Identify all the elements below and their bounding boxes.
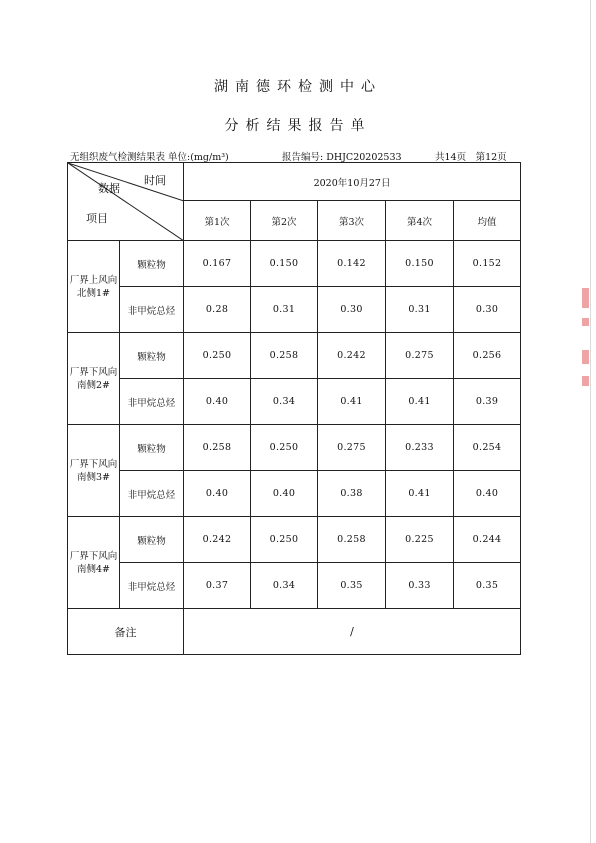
value-cell: 0.225 xyxy=(386,517,454,563)
value-cell: 0.30 xyxy=(318,287,386,333)
page-count: 共14页 第12页 xyxy=(435,152,507,163)
value-cell: 0.242 xyxy=(184,517,251,563)
value-cell: 0.167 xyxy=(184,241,251,287)
value-cell: 0.41 xyxy=(386,379,454,425)
remark-value: / xyxy=(184,609,521,655)
value-cell: 0.258 xyxy=(318,517,386,563)
value-cell: 0.250 xyxy=(251,425,318,471)
value-cell: 0.33 xyxy=(386,563,454,609)
header-time-label: 时间 xyxy=(144,174,166,187)
value-cell: 0.150 xyxy=(386,241,454,287)
remark-label: 备注 xyxy=(68,609,184,655)
value-cell: 0.34 xyxy=(251,379,318,425)
value-cell: 0.39 xyxy=(454,379,521,425)
value-cell: 0.258 xyxy=(251,333,318,379)
parameter-cell: 颗粒物 xyxy=(120,425,184,471)
value-cell: 0.244 xyxy=(454,517,521,563)
header-item-label: 项目 xyxy=(86,212,108,225)
diagonal-lines xyxy=(68,163,184,241)
location-cell: 厂界下风向南侧4# xyxy=(68,517,120,609)
parameter-cell: 非甲烷总烃 xyxy=(120,379,184,425)
parameter-cell: 非甲烷总烃 xyxy=(120,287,184,333)
value-cell: 0.38 xyxy=(318,471,386,517)
parameter-cell: 非甲烷总烃 xyxy=(120,471,184,517)
parameter-cell: 颗粒物 xyxy=(120,241,184,287)
parameter-cell: 颗粒物 xyxy=(120,333,184,379)
value-cell: 0.150 xyxy=(251,241,318,287)
value-cell: 0.254 xyxy=(454,425,521,471)
value-cell: 0.242 xyxy=(318,333,386,379)
value-cell: 0.250 xyxy=(251,517,318,563)
value-cell: 0.41 xyxy=(386,471,454,517)
seal-fragment xyxy=(582,350,589,364)
page-edge-line xyxy=(590,0,591,843)
location-cell: 厂界下风向南侧3# xyxy=(68,425,120,517)
value-cell: 0.34 xyxy=(251,563,318,609)
value-cell: 0.275 xyxy=(386,333,454,379)
column-header: 均值 xyxy=(454,201,521,241)
date-header: 2020年10月27日 xyxy=(184,163,521,201)
seal-fragment xyxy=(582,376,589,386)
organization-name: 湖南德环检测中心 xyxy=(214,79,382,95)
column-header: 第2次 xyxy=(251,201,318,241)
value-cell: 0.31 xyxy=(251,287,318,333)
table-name-unit: 无组织废气检测结果表 单位:(mg/m³) xyxy=(70,152,229,163)
location-cell: 厂界上风向北侧1# xyxy=(68,241,120,333)
seal-fragment xyxy=(582,318,589,326)
column-header: 第3次 xyxy=(318,201,386,241)
value-cell: 0.152 xyxy=(454,241,521,287)
parameter-cell: 非甲烷总烃 xyxy=(120,563,184,609)
value-cell: 0.40 xyxy=(184,379,251,425)
value-cell: 0.233 xyxy=(386,425,454,471)
value-cell: 0.40 xyxy=(454,471,521,517)
parameter-cell: 颗粒物 xyxy=(120,517,184,563)
location-cell: 厂界下风向南侧2# xyxy=(68,333,120,425)
report-number: 报告编号: DHJC20202533 xyxy=(282,152,402,163)
value-cell: 0.258 xyxy=(184,425,251,471)
value-cell: 0.31 xyxy=(386,287,454,333)
value-cell: 0.35 xyxy=(318,563,386,609)
value-cell: 0.35 xyxy=(454,563,521,609)
seal-fragment xyxy=(582,288,589,308)
column-header: 第4次 xyxy=(386,201,454,241)
value-cell: 0.275 xyxy=(318,425,386,471)
value-cell: 0.40 xyxy=(251,471,318,517)
value-cell: 0.256 xyxy=(454,333,521,379)
value-cell: 0.30 xyxy=(454,287,521,333)
value-cell: 0.40 xyxy=(184,471,251,517)
value-cell: 0.37 xyxy=(184,563,251,609)
results-table xyxy=(67,162,521,655)
header-data-label: 数据 xyxy=(98,182,120,195)
column-header: 第1次 xyxy=(184,201,251,241)
header-diagonal-cell xyxy=(68,163,184,241)
value-cell: 0.142 xyxy=(318,241,386,287)
value-cell: 0.250 xyxy=(184,333,251,379)
report-title: 分析结果报告单 xyxy=(224,118,372,134)
value-cell: 0.41 xyxy=(318,379,386,425)
value-cell: 0.28 xyxy=(184,287,251,333)
